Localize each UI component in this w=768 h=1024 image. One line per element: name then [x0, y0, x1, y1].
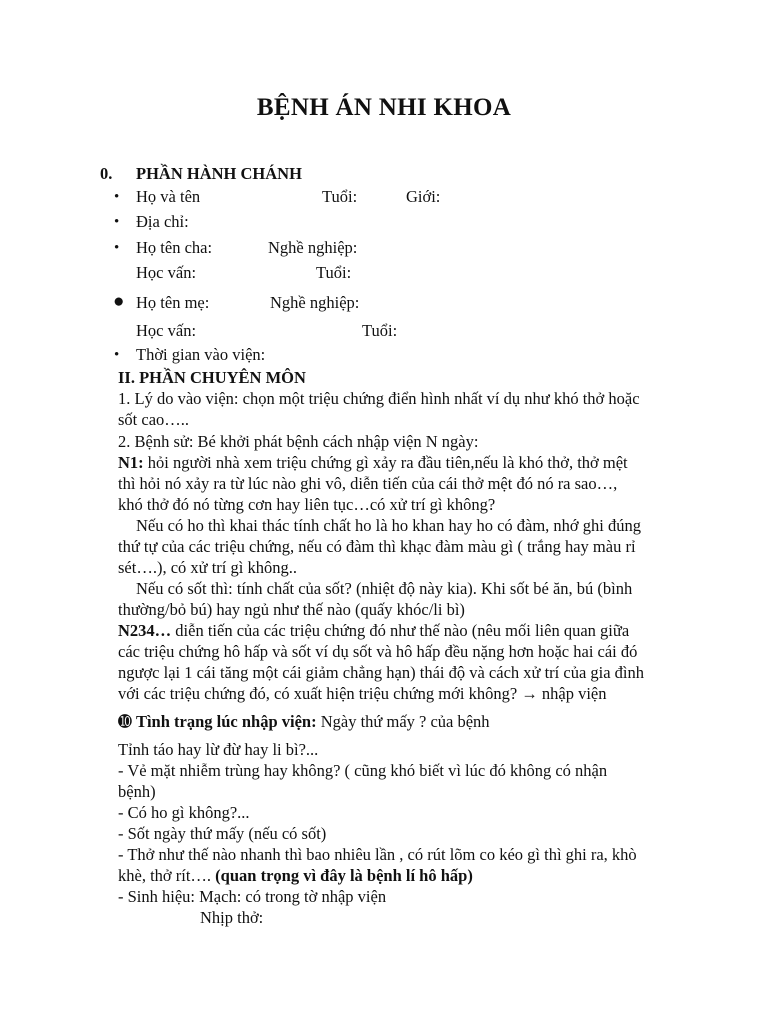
tuoi-label: Tuổi:: [322, 187, 358, 206]
tuoi-me-label: Tuổi:: [362, 321, 398, 340]
tho-emphasis: (quan trọng vì đây là bệnh lí hô hấp): [215, 866, 473, 885]
n1-text: hỏi người nhà xem triệu chứng gì xảy ra đầu tiên,nếu là khó thở, thở mệt: [143, 453, 628, 472]
n1-line-2: thì hỏi nó xảy ra từ lúc nào ghi vô, diễn tiến của cái thở mệt đó nó ra sao…,: [118, 474, 618, 493]
ho-ten-cha-label: Họ tên cha:: [136, 238, 213, 257]
bullet-icon: •: [114, 189, 120, 205]
section2-heading: II. PHẦN CHUYÊN MÔN: [118, 368, 306, 387]
tinh-trang-label: Tình trạng lúc nhập viện:: [135, 712, 317, 731]
sot-ngay-line: - Sốt ngày thứ mấy (nếu có sốt): [118, 824, 327, 843]
hoc-van-me-label: Học vấn:: [136, 321, 197, 340]
document-title: BỆNH ÁN NHI KHOA: [256, 94, 512, 121]
ve-mat-line-1: - Vẻ mặt nhiễm trùng hay không? ( cũng khó biết vì lúc đó không có nhận: [118, 761, 608, 780]
n234-line-4: với các triệu chứng đó, có xuất hiện triệu chứng mới không? → nhập viện: [118, 684, 607, 703]
sinh-hieu-line: - Sinh hiệu: Mạch: có trong tờ nhập viện: [118, 887, 387, 906]
tinh-tao-line: Tỉnh táo hay lừ đừ hay li bì?...: [118, 740, 319, 759]
dia-chi-label: Địa chỉ:: [136, 212, 189, 231]
ve-mat-line-2: bệnh): [118, 782, 156, 801]
sot-line-1: Nếu có sốt thì: tính chất của sốt? (nhiệt độ này kia). Khi sốt bé ăn, bú (bình: [136, 579, 633, 598]
number-ten-icon: ➓: [118, 712, 132, 731]
ho-line-2: thứ tự của các triệu chứng, nếu có đàm thì khạc đàm màu gì ( trắng hay màu rỉ: [118, 537, 636, 556]
n1-label: N1:: [118, 453, 144, 472]
ho-ten-me-label: Họ tên mẹ:: [136, 293, 210, 312]
n234-line-2: các triệu chứng hô hấp và sốt ví dụ sốt và hô hấp đều nặng hơn hoặc hai cái đó: [118, 642, 638, 661]
gioi-label: Giới:: [406, 187, 441, 206]
n234-line-1: [118, 621, 629, 641]
tinh-trang-text: Ngày thứ mấy ? của bệnh: [316, 712, 490, 731]
n234-label: N234…: [118, 621, 172, 640]
sot-line-2: thường/bỏ bú) hay ngủ như thế nào (quấy khóc/li bì): [118, 600, 465, 619]
nghe-nghiep-cha-label: Nghề nghiệp:: [268, 238, 358, 257]
tinh-trang-line: [118, 712, 490, 732]
tho-line-2: [118, 866, 473, 886]
benh-su-line: 2. Bệnh sử: Bé khởi phát bệnh cách nhập viện N ngày:: [118, 432, 479, 451]
bullet-icon: •: [114, 240, 120, 256]
n234-line-3: ngược lại 1 cái tăng một cái giảm chẳng hạn) thái độ và cách xử trí của gia đình: [118, 663, 645, 682]
n234-text: diễn tiến của các triệu chứng đó như thế nào (nêu mối liên quan giữa: [171, 621, 630, 640]
n1-line-1: [118, 453, 628, 473]
bullet-icon: •: [114, 214, 120, 230]
ho-line-3: sét….), có xử trí gì không..: [118, 558, 297, 577]
tuoi-cha-label: Tuổi:: [316, 263, 352, 282]
section0-number: 0.: [100, 164, 113, 183]
section0-heading: PHẦN HÀNH CHÁNH: [136, 164, 302, 183]
tho-line-1: - Thở như thế nào nhanh thì bao nhiêu lần , có rút lõm co kéo gì thì ghi ra, khò: [118, 845, 637, 864]
co-ho-line: - Có ho gì không?...: [118, 803, 250, 822]
bullet-icon: •: [114, 347, 120, 363]
nghe-nghiep-me-label: Nghề nghiệp:: [270, 293, 360, 312]
ly-do-line-2: sốt cao…..: [118, 410, 190, 429]
ly-do-line-1: 1. Lý do vào viện: chọn một triệu chứng điển hình nhất ví dụ như khó thở hoặc: [118, 389, 640, 408]
ho-line-1: Nếu có ho thì khai thác tính chất ho là ho khan hay ho có đàm, nhớ ghi đúng: [136, 516, 641, 535]
ho-ten-label: Họ và tên: [136, 187, 201, 206]
hoc-van-cha-label: Học vấn:: [136, 263, 197, 282]
n1-line-3: khó thở đó nó từng cơn hay liên tục…có xử trí gì không?: [118, 495, 496, 514]
thoi-gian-label: Thời gian vào viện:: [136, 345, 266, 364]
nhip-tho-line: Nhịp thở:: [200, 908, 264, 927]
bullet-icon: ●: [113, 291, 125, 312]
tho-text: khè, thở rít….: [118, 866, 216, 885]
